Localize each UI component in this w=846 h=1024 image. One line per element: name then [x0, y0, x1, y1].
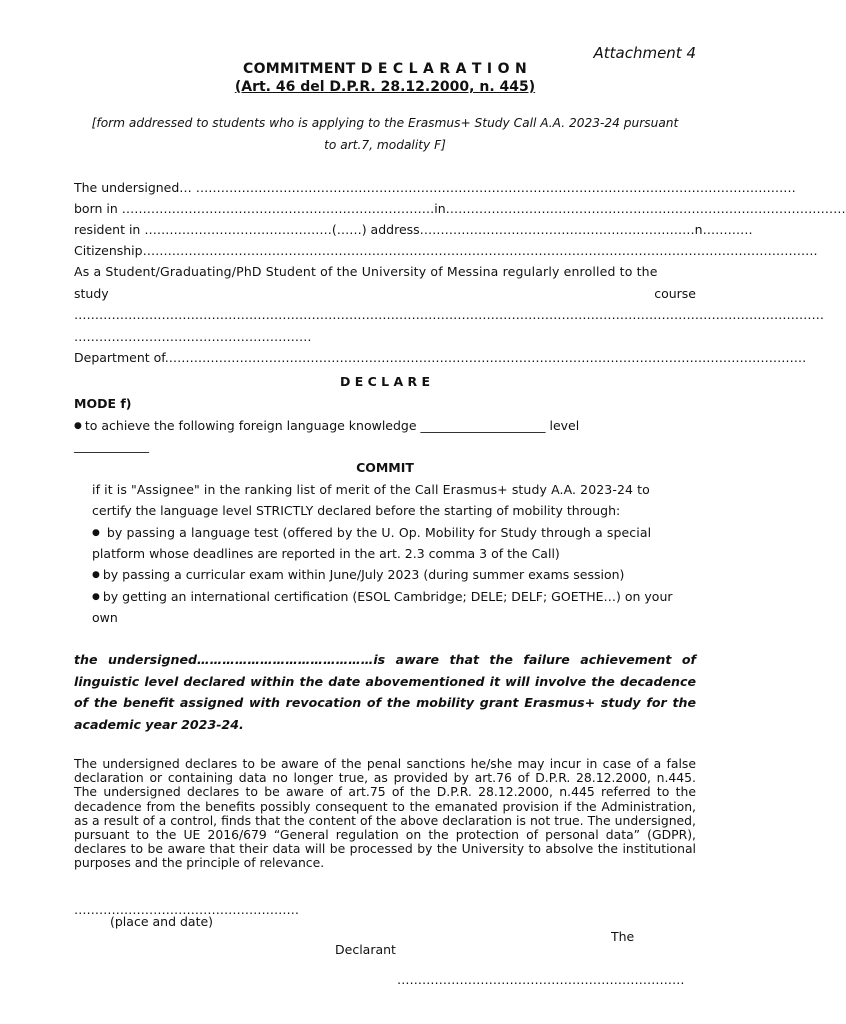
mode-heading: MODE f) [74, 396, 132, 411]
course-field-line-2[interactable]: ………………………………………………… [74, 329, 312, 344]
bullet-icon: ● [92, 592, 100, 602]
born-in-field[interactable]: born in …………………………………………………………………in…………………………………………………………………………………… [74, 201, 846, 216]
student-status-line: As a Student/Graduating/PhD Student of the University of Messina regularly enrolled to the [74, 264, 658, 279]
study-label: study [74, 286, 109, 301]
citizenship-field[interactable]: Citizenship……………………………………………………………………………………………………………………………………………… [74, 243, 818, 258]
course-label: course [654, 286, 696, 301]
course-field-line-1[interactable]: ……………………………………………………………………………………………………………………………………………………………… [74, 307, 824, 322]
language-knowledge-item [74, 418, 579, 433]
commit-heading: COMMIT [356, 460, 414, 475]
bullet-icon: ● [74, 421, 82, 431]
declare-heading: D E C L A R E [339, 374, 430, 389]
option-language-test-cont: platform whose deadlines are reported in the art. 2.3 comma 3 of the Call) [92, 546, 560, 561]
option-curricular-exam-text: by passing a curricular exam within June/July 2023 (during summer exams session) [102, 567, 625, 582]
awareness-statement: the undersigned……………………………………is aware that the failure achievement of linguistic level declared within the date abovementioned it will involve the decadence of the benefit assigned with revocation of the mobility grant Erasmus+ study for the academic year 2023-24. [74, 652, 696, 732]
option-certification [92, 589, 673, 604]
option-language-test-text: by passing a language test (offered by the U. Op. Mobility for Study through a special [106, 525, 652, 540]
commit-text-line-2: certify the language level STRICTLY declared before the starting of mobility through: [92, 503, 621, 518]
the-label: The [611, 929, 635, 944]
option-certification-text: by getting an international certification (ESOL Cambridge; DELE; DELF; GOETHE…) on your [102, 589, 673, 604]
option-curricular-exam [92, 567, 624, 582]
option-certification-cont: own [92, 610, 118, 625]
bullet-icon: ● [92, 570, 100, 580]
document-subtitle: (Art. 46 del D.P.R. 28.12.2000, n. 445) [234, 79, 536, 95]
undersigned-field[interactable]: The undersigned… ……………………………………………………………………………………………………………………………… [74, 180, 796, 195]
option-language-test [92, 525, 651, 540]
declarant-label: Declarant [335, 942, 396, 957]
level-blank[interactable]: ____________ [74, 438, 149, 453]
document-title: COMMITMENT D E C L A R A T I O N [243, 61, 527, 77]
signature-field[interactable]: …………………………………………………………… [397, 972, 685, 987]
commit-text-line-1: if it is "Assignee" in the ranking list of merit of the Call Erasmus+ study A.A. 2023-24 to [92, 482, 650, 497]
language-knowledge-text: to achieve the following foreign language knowledge ____________________ level [84, 418, 580, 433]
resident-in-field[interactable]: resident in ………………………………………(……) address…………………………………………………………n………… [74, 222, 753, 237]
bullet-icon: ● [92, 528, 100, 538]
place-date-label: (place and date) [110, 914, 214, 929]
attachment-label: Attachment 4 [593, 44, 696, 62]
place-date-field[interactable]: ……………………………………………… [74, 902, 299, 917]
intro-text-line-2: to art.7, modality F] [324, 138, 446, 152]
department-field[interactable]: Department of.……………………………………………………………………………………………………………………………………… [74, 350, 807, 365]
study-course-line [74, 286, 696, 301]
penal-sanctions-paragraph: The undersigned declares to be aware of the penal sanctions he/she may incur in case of a false declaration or containing data no longer true, as provided by art.76 of D.P.R. 28.12.2000, n.445. The undersigned declares to be aware of art.75 of the D.P.R. 28.12.2000, n.445 referred to the decadence from the benefits possibly consequent to the emanated provision if the Administration, as a result of a control, finds that the content of the above declaration is not true. The undersigned, pursuant to the UE 2016/679 “General regulation on the protection of personal data” (GDPR), declares to be aware that their data will be processed by the University to absolve the institutional purposes and the principle of relevance. [74, 756, 696, 871]
intro-text-line-1: [form addressed to students who is applying to the Erasmus+ Study Call A.A. 2023-24 pursuant [91, 116, 679, 130]
